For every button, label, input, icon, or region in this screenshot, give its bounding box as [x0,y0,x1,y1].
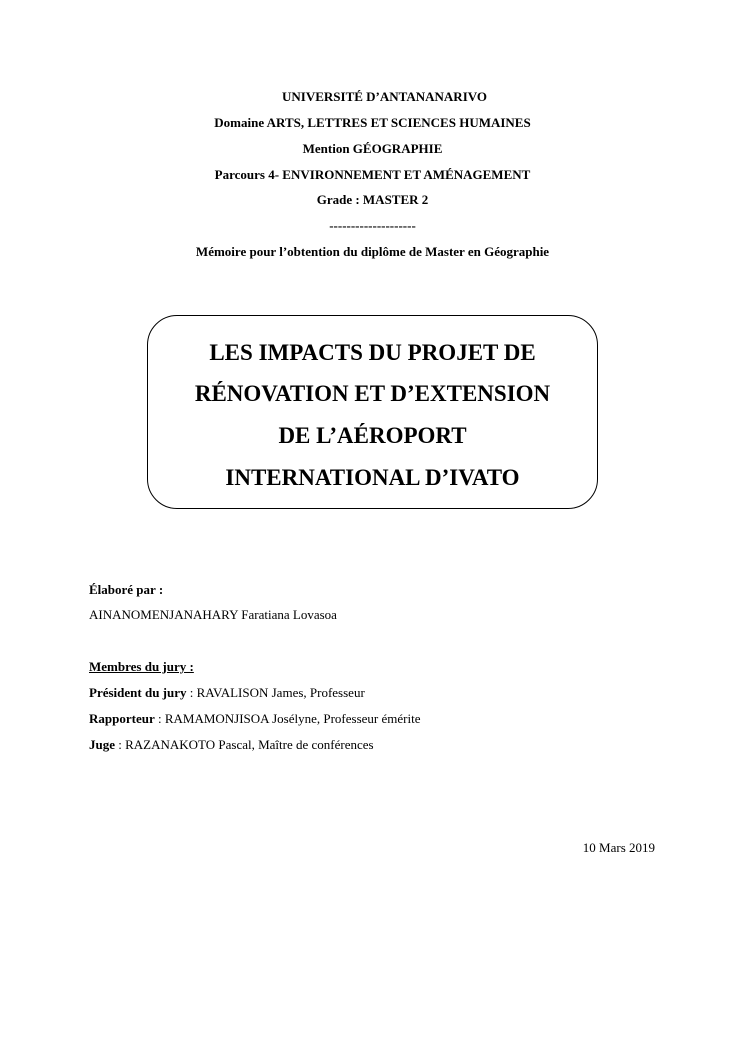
jury-president [89,685,365,701]
jury-rapporteur [89,711,420,727]
jury-president-value: : RAVALISON James, Professeur [186,685,365,700]
jury-juge-role: Juge [89,737,115,752]
grade-line: Grade : MASTER 2 [316,192,429,207]
jury-president-role: Président du jury [89,685,187,700]
parcours-line: Parcours 4- ENVIRONNEMENT ET AMÉNAGEMENT [214,167,531,182]
document-date: 10 Mars 2019 [582,840,655,855]
jury-heading: Membres du jury : [89,659,194,674]
title-line-3: DE L’AÉROPORT [278,423,467,448]
university-name: UNIVERSITÉ D’ANTANANARIVO [282,89,487,104]
mention-line: Mention GÉOGRAPHIE [302,141,443,156]
author-label: Élaboré par : [89,582,164,597]
header-separator: -------------------- [329,218,416,233]
title-line-2: RÉNOVATION ET D’EXTENSION [194,381,551,406]
author-name: AINANOMENJANAHARY Faratiana Lovasoa [89,607,337,622]
jury-juge [89,737,374,753]
memoire-line: Mémoire pour l’obtention du diplôme de Master en Géographie [195,244,550,259]
domain-line: Domaine ARTS, LETTRES ET SCIENCES HUMAINES [214,115,531,130]
jury-rapporteur-value: : RAMAMONJISOA Josélyne, Professeur émérite [154,711,421,726]
title-line-4: INTERNATIONAL D’IVATO [225,465,520,490]
title-line-1: LES IMPACTS DU PROJET DE [209,340,536,365]
jury-juge-value: : RAZANAKOTO Pascal, Maître de conférences [115,737,374,752]
jury-rapporteur-role: Rapporteur [89,711,155,726]
